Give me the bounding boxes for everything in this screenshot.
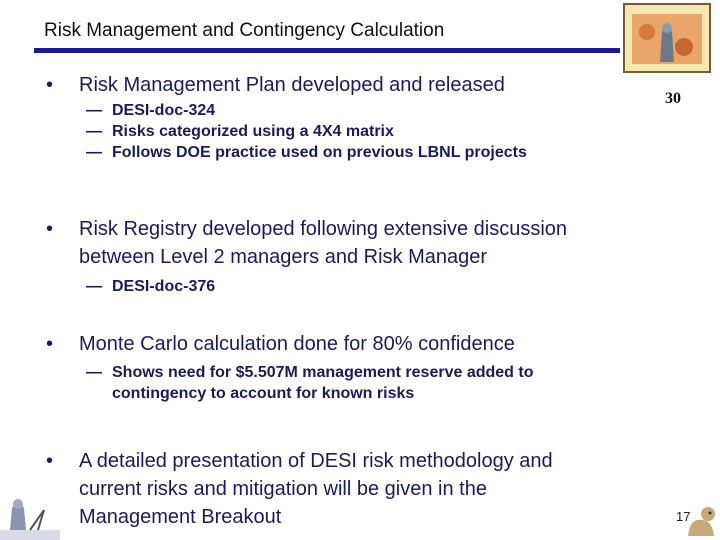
bullet-glyph: • — [46, 218, 54, 240]
sub-bullet-text: DESI-doc-324 — [112, 102, 216, 119]
sub-bullet-text: Risks categorized using a 4X4 matrix — [112, 123, 394, 140]
bullet-text: between Level 2 managers and Risk Manager — [79, 246, 488, 268]
bullet-text: current risks and mitigation will be given in the — [79, 478, 487, 500]
sub-bullet-text: Shows need for $5.507M management reserve added to — [112, 364, 534, 381]
title-rule — [34, 48, 620, 53]
slide-number: 17 — [676, 509, 691, 524]
sub-bullet-text: contingency to account for known risks — [112, 385, 415, 402]
page-tag: 30 — [665, 90, 681, 107]
energy-logo-icon — [622, 2, 712, 74]
bullet-text: Risk Registry developed following extensive discussion — [79, 218, 568, 240]
bullet-text: Monte Carlo calculation done for 80% confidence — [79, 333, 515, 355]
sub-bullet-text: DESI-doc-376 — [112, 278, 216, 295]
sub-bullet-dash: — — [86, 144, 102, 161]
bullet-glyph: • — [46, 450, 54, 472]
sub-bullet-dash: — — [86, 123, 102, 140]
sub-bullet-dash: — — [86, 364, 102, 381]
slide-title: Risk Management and Contingency Calculation — [44, 20, 445, 41]
bullet-text: A detailed presentation of DESI risk methodology and — [79, 450, 553, 472]
bullet-glyph: • — [46, 74, 54, 96]
bullet-text: Management Breakout — [79, 506, 282, 528]
sub-bullet-text: Follows DOE practice used on previous LBNL projects — [112, 144, 527, 161]
sub-bullet-dash: — — [86, 278, 102, 295]
astronomer-icon — [0, 486, 60, 540]
bullet-text: Risk Management Plan developed and released — [79, 74, 505, 96]
sub-bullet-dash: — — [86, 102, 102, 119]
bullet-glyph: • — [46, 333, 54, 355]
